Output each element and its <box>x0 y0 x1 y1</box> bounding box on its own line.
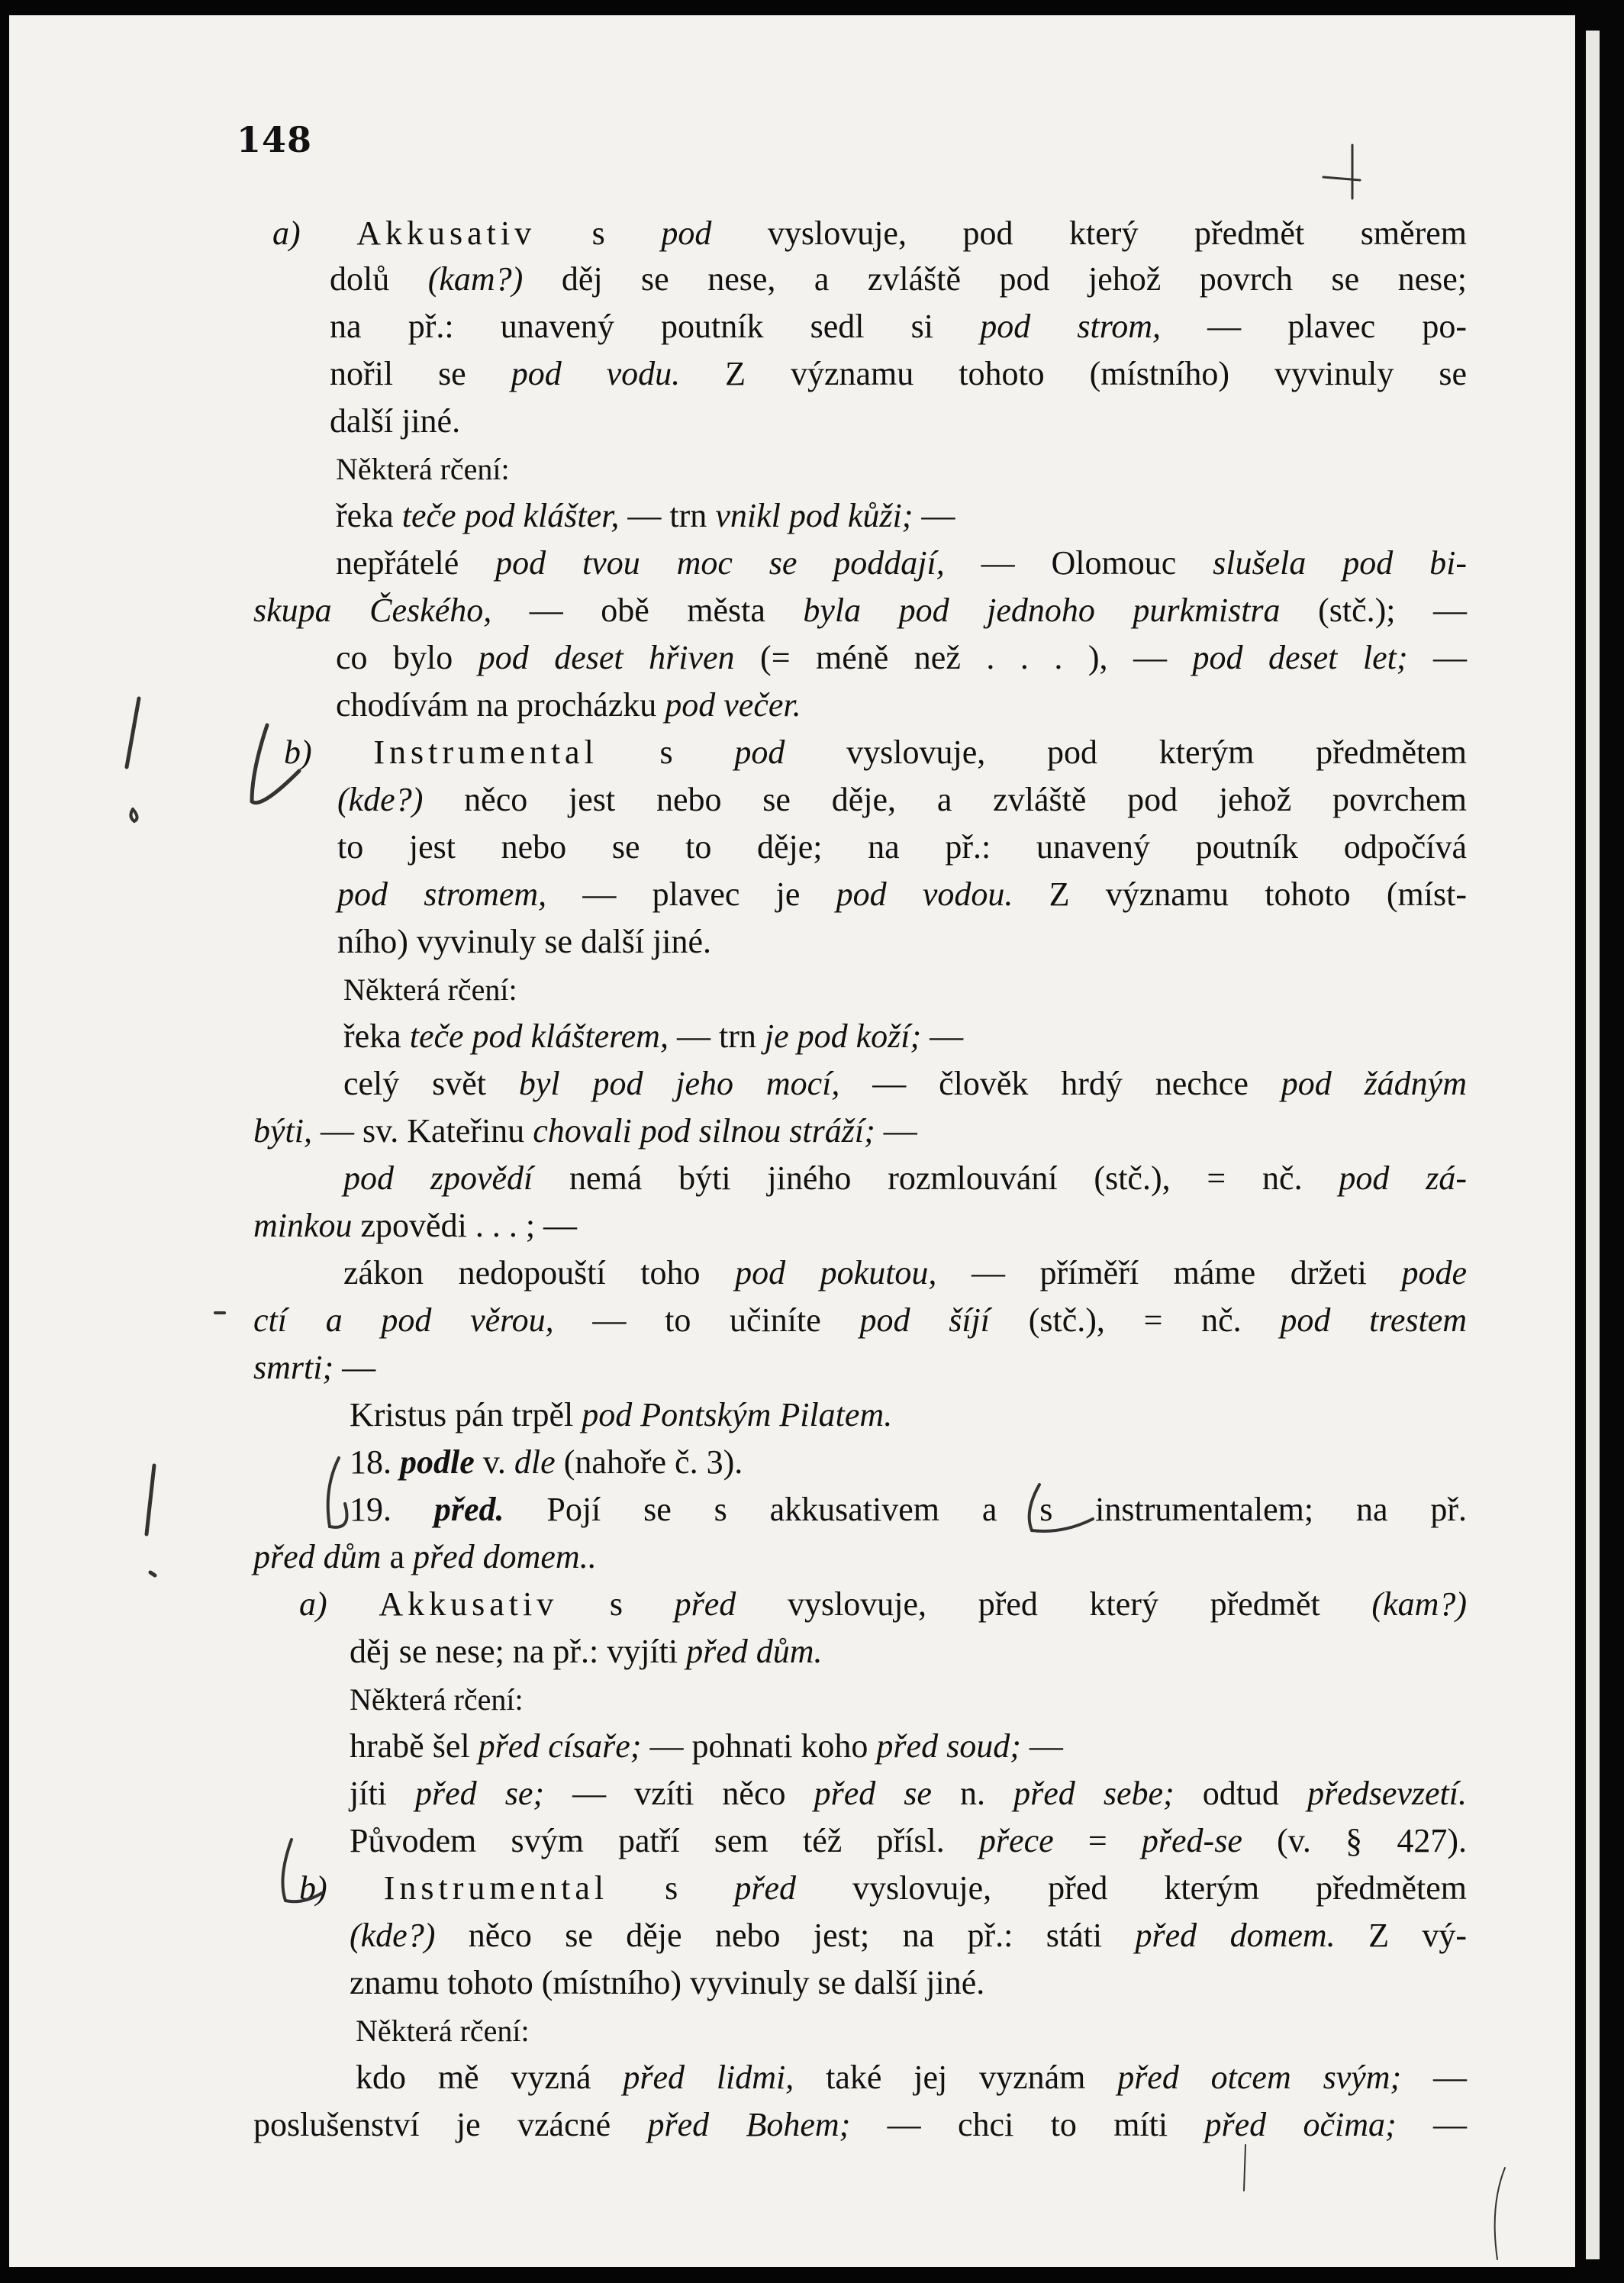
text-run: — <box>1020 1727 1063 1765</box>
text-run: znamu tohoto (místního) vyvinuly se další jiné. <box>350 1964 985 2001</box>
text-run: — plavec je <box>546 875 836 913</box>
text-run: — trn <box>619 497 716 534</box>
text-run: před očima; <box>1204 2106 1397 2143</box>
text-run: — <box>913 497 955 534</box>
text-run: pod tvou moc se poddají, <box>495 544 945 582</box>
text-run: — <box>1401 2059 1468 2096</box>
text-run: (kde?) <box>350 1917 436 1954</box>
text-run: jíti <box>350 1775 415 1812</box>
text-run: pod šíjí <box>859 1301 990 1339</box>
text-run: pode <box>1401 1254 1467 1291</box>
text-run: je pod koží; <box>764 1017 922 1055</box>
text-run: pod zá- <box>1339 1159 1468 1197</box>
text-run: celý svět <box>343 1065 519 1102</box>
text-run: něco se děje nebo jest; na př.: státi <box>435 1917 1136 1954</box>
text-run: — <box>334 1349 376 1386</box>
text-run: před domem. <box>1135 1917 1336 1954</box>
text-run: Instrumental <box>383 1869 609 1907</box>
text-run: — <box>921 1017 964 1055</box>
text-run: Akkusativ <box>379 1585 559 1623</box>
text-run: s <box>558 1585 675 1623</box>
text-run: děj se nese; na př.: vyjíti <box>350 1633 687 1670</box>
text-run: poslušenství je vzácné <box>253 2106 648 2143</box>
text-run: s <box>608 1869 735 1907</box>
text-run: řeka <box>343 1017 410 1055</box>
text-run: (nahoře č. 3). <box>555 1443 743 1481</box>
text-run: pod večer. <box>665 686 801 724</box>
text-run: a) <box>272 214 357 252</box>
text-run: teče pod klášterem, <box>409 1017 669 1055</box>
text-run: vyslovuje, před kterým předmětem <box>795 1869 1468 1907</box>
text-run: před <box>734 1869 796 1907</box>
text-run: s <box>598 734 735 771</box>
text-run: (= méně než . . . ), — <box>734 639 1193 676</box>
text-run: 18. <box>350 1443 400 1481</box>
text-run: Původem svým patří sem též přísl. <box>350 1822 979 1859</box>
text-run: — obě města <box>491 592 804 629</box>
text-run: Z významu tohoto (míst- <box>1013 875 1468 913</box>
text-run: (kam?) <box>1371 1585 1468 1623</box>
text-run: slušela pod bi- <box>1213 544 1467 582</box>
text-run: — plavec po- <box>1161 308 1467 345</box>
text-run: před lidmi, <box>623 2059 794 2096</box>
adjacent-page-edge <box>1586 31 1600 2259</box>
text-run: pod trestem <box>1280 1301 1467 1339</box>
text-run: pod vodu. <box>511 355 681 392</box>
text-run: — sv. Kateřinu <box>311 1112 533 1150</box>
text-run: něco jest nebo se děje, a zvláště pod jehož povrchem <box>423 781 1467 818</box>
text-run: před se; <box>414 1775 545 1812</box>
text-run: — trn <box>668 1017 765 1055</box>
text-run: pod zpovědí <box>343 1159 533 1197</box>
text-run: — pohnati koho <box>641 1727 877 1765</box>
text-run: Některá rčení: <box>343 972 517 1007</box>
text-run: nemá býti jiného rozmlouvání (stč.), = nč. <box>533 1159 1339 1197</box>
text-run: pod <box>661 214 712 252</box>
text-run: b) <box>284 734 374 771</box>
text-run: byl pod jeho mocí, <box>518 1065 840 1102</box>
text-run: pod Pontským Pilatem. <box>582 1396 893 1433</box>
text-run: vyslovuje, pod kterým předmětem <box>785 734 1468 771</box>
text-run: co bylo <box>336 639 478 676</box>
text-run: také jej vyznám <box>794 2059 1118 2096</box>
text-run: před se <box>814 1775 932 1812</box>
text-run: dle <box>514 1443 556 1481</box>
scan-border <box>1575 0 1624 2283</box>
text-run: Z významu tohoto (místního) vyvinuly se <box>680 355 1467 392</box>
text-run: ního) vyvinuly se další jiné. <box>337 923 712 960</box>
text-run: v. <box>474 1443 514 1481</box>
text-run: kdo mě vyzná <box>356 2059 624 2096</box>
text-run: teče pod klášter, <box>401 497 620 534</box>
text-run: vyslovuje, pod který předmět směrem <box>711 214 1467 252</box>
text-run: — vzíti něco <box>544 1775 814 1812</box>
text-run: před-se <box>1141 1822 1242 1859</box>
text-run: před <box>674 1585 736 1623</box>
text-run: — <box>1407 639 1468 676</box>
text-run: zpovědi . . . ; — <box>352 1207 578 1244</box>
page-number: 148 <box>237 119 313 160</box>
text-run: pod žádným <box>1281 1065 1467 1102</box>
text-run: chovali pod silnou stráží; <box>533 1112 875 1150</box>
text-run: před otcem svým; <box>1117 2059 1402 2096</box>
text-run: řeka <box>336 497 402 534</box>
text-run: Některá rčení: <box>336 452 510 486</box>
text-run: odtud <box>1174 1775 1308 1812</box>
text-run: Některá rčení: <box>356 2014 530 2048</box>
text-run: ctí a pod věrou, <box>253 1301 554 1339</box>
text-run: — příměří máme držeti <box>936 1254 1402 1291</box>
text-run: Pojí se s akkusativem a s instrumentalem; na př. <box>504 1491 1468 1528</box>
text-run: podle <box>400 1443 475 1481</box>
text-run: Instrumental <box>373 734 598 771</box>
text-run: minkou <box>253 1207 353 1244</box>
text-run: před dům <box>253 1538 382 1575</box>
text-run: (kam?) <box>427 260 524 298</box>
text-run: před domem.. <box>412 1538 597 1575</box>
text-run: — <box>1396 2106 1468 2143</box>
text-run: děj se nese, a zvláště pod jehož povrch se nese; <box>523 260 1467 298</box>
text-run: byla pod jednoho purkmistra <box>803 592 1281 629</box>
text-run: — <box>875 1112 917 1150</box>
text-run: před Bohem; <box>647 2106 851 2143</box>
text-run: na př.: unavený poutník sedl si <box>330 308 981 345</box>
text-run: pod strom, <box>980 308 1161 345</box>
text-run: hrabě šel <box>350 1727 478 1765</box>
text-run: (kde?) <box>337 781 424 818</box>
text-run: před císaře; <box>478 1727 642 1765</box>
text-run: (stč.); — <box>1280 592 1467 629</box>
text-run: — chci to míti <box>850 2106 1205 2143</box>
text-run: nořil se <box>330 355 511 392</box>
text-run: skupa Českého, <box>253 592 492 629</box>
text-run: vnikl pod kůži; <box>715 497 914 534</box>
text-run: před dům. <box>686 1633 823 1670</box>
text-run: chodívám na procházku <box>336 686 665 724</box>
text-run: s <box>536 214 662 252</box>
text-run: — Olomouc <box>944 544 1213 582</box>
text-run: Kristus pán trpěl <box>350 1396 582 1433</box>
text-run: — to učiníte <box>553 1301 860 1339</box>
text-run: Některá rčení: <box>350 1682 524 1717</box>
text-run: = <box>1053 1822 1142 1859</box>
text-run: pod <box>734 734 785 771</box>
text-run: (v. § 427). <box>1242 1822 1467 1859</box>
text-run: vyslovuje, před který předmět <box>736 1585 1372 1623</box>
text-run: a <box>381 1538 413 1575</box>
text-run: přece <box>978 1822 1054 1859</box>
text-run: další jiné. <box>330 402 461 440</box>
text-run: pod deset hřiven <box>478 639 735 676</box>
text-run: pod stromem, <box>337 875 547 913</box>
pencil-margin-marks <box>9 15 1575 2267</box>
book-page <box>9 15 1575 2267</box>
text-run: 19. <box>350 1491 434 1528</box>
text-run: a) <box>299 1585 379 1623</box>
text-run: předsevzetí. <box>1307 1775 1467 1812</box>
text-run: před sebe; <box>1013 1775 1174 1812</box>
text-run: před soud; <box>876 1727 1021 1765</box>
text-run: pod pokutou, <box>735 1254 937 1291</box>
text-run: n. <box>931 1775 1014 1812</box>
text-run: — člověk hrdý nechce <box>839 1065 1281 1102</box>
text-run: nepřátelé <box>336 544 496 582</box>
text-run: b) <box>299 1869 384 1907</box>
text-run: před. <box>433 1491 504 1528</box>
text-run: Akkusativ <box>356 214 536 252</box>
text-run: Z vý- <box>1335 1917 1467 1954</box>
text-run: pod deset let; <box>1192 639 1408 676</box>
text-run: (stč.), = nč. <box>990 1301 1281 1339</box>
text-run: smrti; <box>253 1349 334 1386</box>
text-run: pod vodou. <box>836 875 1013 913</box>
text-run: býti, <box>253 1112 312 1150</box>
text-run: dolů <box>330 260 428 298</box>
text-run: zákon nedopouští toho <box>343 1254 736 1291</box>
text-run: to jest nebo se to děje; na př.: unavený poutník odpočívá <box>337 828 1467 866</box>
